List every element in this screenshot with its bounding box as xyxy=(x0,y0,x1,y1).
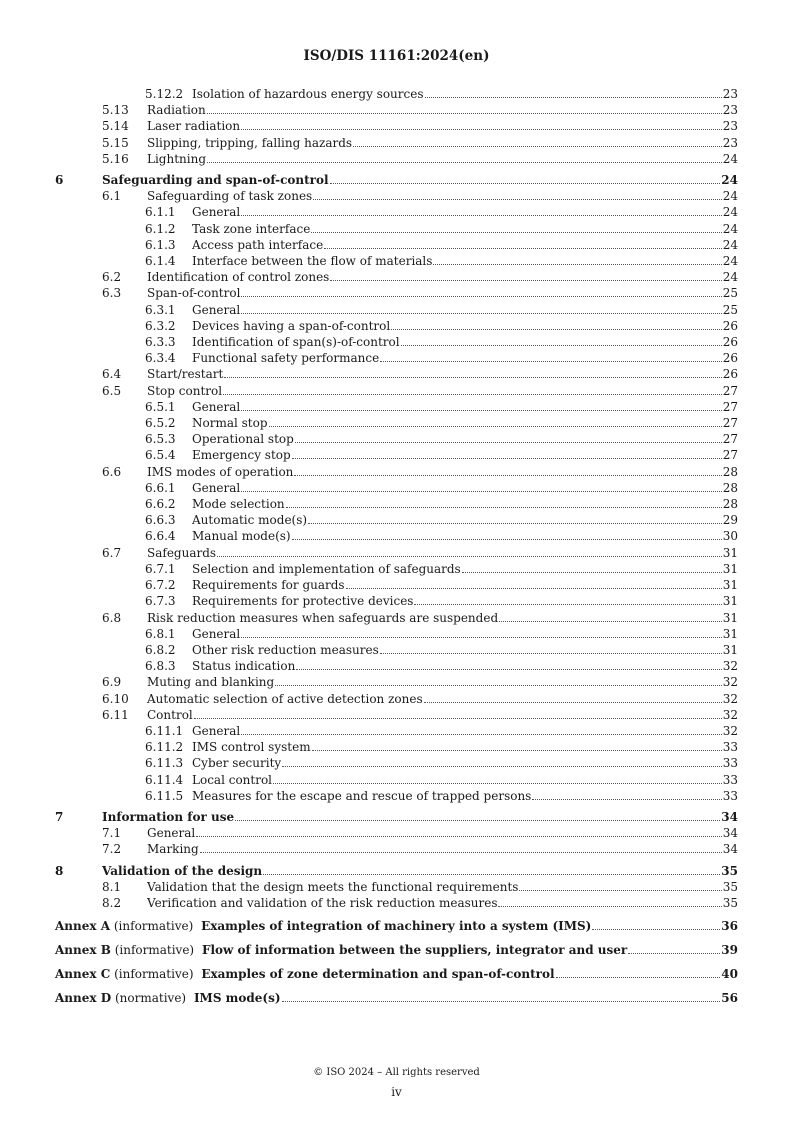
dot-leader xyxy=(241,637,721,638)
toc-entry-title: Start/restart xyxy=(147,367,224,382)
dot-leader xyxy=(380,653,722,654)
toc-entry-title: Identification of control zones xyxy=(147,270,330,285)
annex-type: (informative) xyxy=(114,967,194,982)
toc-entry-page: 35 xyxy=(722,895,738,910)
toc-entry-number: 6.4 xyxy=(102,367,122,382)
toc-entry-title: Requirements for protective devices xyxy=(192,594,414,609)
toc-entry-page: 24 xyxy=(722,151,738,166)
toc-entry[interactable] xyxy=(55,658,738,674)
dot-leader xyxy=(273,783,722,784)
toc-entry-page: 32 xyxy=(722,723,738,738)
dot-leader xyxy=(324,248,722,249)
toc-entry-page: 24 xyxy=(722,189,738,204)
toc-entry-page: 23 xyxy=(722,87,738,101)
toc-annex-entry[interactable] xyxy=(55,966,738,983)
toc-entry-number: 6.7.1 xyxy=(145,561,176,576)
dot-leader xyxy=(282,766,722,767)
toc-entry-number: 6.9 xyxy=(102,675,122,690)
toc-entry[interactable] xyxy=(55,480,738,496)
toc-entry[interactable] xyxy=(55,561,738,577)
toc-entry-page: 31 xyxy=(722,578,738,593)
toc-entry-number: 6.1 xyxy=(102,189,122,204)
toc-entry[interactable] xyxy=(55,102,738,118)
toc-entry-page: 24 xyxy=(721,173,738,188)
toc-entry-number: 6.5.1 xyxy=(145,399,176,414)
toc-entry-page: 31 xyxy=(722,561,738,576)
toc-entry-title: Automatic mode(s) xyxy=(192,513,308,528)
toc-entry[interactable] xyxy=(55,464,738,480)
toc-entry-number: 6.7.2 xyxy=(145,578,176,593)
toc-entry[interactable] xyxy=(55,253,738,269)
dot-leader xyxy=(224,377,721,378)
toc-entry-number: 6.6.1 xyxy=(145,480,176,495)
dot-leader xyxy=(241,734,721,735)
dot-leader xyxy=(498,906,721,907)
toc-entry-page: 32 xyxy=(722,659,738,674)
toc-entry-title: Emergency stop xyxy=(192,448,291,463)
toc-entry-page: 27 xyxy=(722,448,738,463)
toc-entry[interactable] xyxy=(55,691,738,707)
toc-entry[interactable] xyxy=(55,269,738,285)
dot-leader xyxy=(241,215,721,216)
toc-entry-page: 33 xyxy=(722,740,738,755)
toc-entry-number: 6.3.4 xyxy=(145,351,176,366)
dot-leader xyxy=(282,1001,721,1002)
toc-entry-number: 6.3 xyxy=(102,286,122,301)
toc-entry-title: Lightning xyxy=(147,151,207,166)
toc-entry-page: 30 xyxy=(722,529,738,544)
toc-entry-page: 32 xyxy=(722,691,738,706)
dot-leader xyxy=(207,162,722,163)
annex-page: 36 xyxy=(721,919,738,934)
toc-entry[interactable] xyxy=(55,135,738,151)
toc-entry-title: IMS modes of operation xyxy=(147,464,294,479)
toc-entry-number: 6.3.2 xyxy=(145,318,176,333)
dot-leader xyxy=(312,750,722,751)
dot-leader xyxy=(196,836,721,837)
dot-leader xyxy=(401,345,722,346)
toc-entry-title: Span-of-control xyxy=(147,286,241,301)
table-of-contents xyxy=(55,86,738,1007)
annex-title: IMS mode(s) xyxy=(193,991,281,1006)
toc-entry[interactable] xyxy=(55,674,738,690)
dot-leader xyxy=(424,702,722,703)
toc-entry-title: Radiation xyxy=(147,103,206,118)
toc-entry-number: 6.6 xyxy=(102,464,122,479)
toc-entry-title: Devices having a span-of-control xyxy=(192,318,391,333)
toc-entry-page: 33 xyxy=(722,756,738,771)
dot-leader xyxy=(330,183,721,184)
toc-entry-page: 32 xyxy=(722,675,738,690)
toc-entry-title: General xyxy=(192,626,241,641)
toc-entry[interactable] xyxy=(55,895,738,911)
toc-entry-number: 6.6.3 xyxy=(145,513,176,528)
annex-type: (informative) xyxy=(114,943,195,958)
annex-page: 56 xyxy=(721,991,738,1006)
toc-entry-page: 31 xyxy=(722,642,738,657)
dot-leader xyxy=(628,953,720,954)
toc-entry-title: Safeguards xyxy=(147,545,217,560)
toc-entry-number: 6.11.5 xyxy=(145,788,184,803)
toc-entry[interactable] xyxy=(55,593,738,609)
toc-entry-page: 24 xyxy=(722,270,738,285)
toc-entry[interactable] xyxy=(55,788,738,804)
dot-leader xyxy=(295,442,722,443)
toc-entry-number: 7 xyxy=(55,809,64,824)
dot-leader xyxy=(425,97,722,98)
toc-entry-number: 8.1 xyxy=(102,879,122,894)
toc-entry[interactable] xyxy=(55,188,738,204)
toc-entry-page: 35 xyxy=(721,863,738,878)
toc-entry[interactable] xyxy=(55,383,738,399)
toc-entry-page: 26 xyxy=(722,335,738,350)
toc-entry[interactable] xyxy=(55,151,738,167)
toc-entry-number: 6.1.1 xyxy=(145,205,176,220)
dot-leader xyxy=(263,874,720,875)
toc-entry-number: 5.13 xyxy=(102,103,129,118)
toc-entry[interactable] xyxy=(55,755,738,771)
toc-entry[interactable] xyxy=(55,237,738,253)
annex-label: Annex B xyxy=(55,943,111,958)
dot-leader xyxy=(462,572,722,573)
annex-page: 40 xyxy=(721,967,738,982)
annex-type: (informative) xyxy=(113,919,194,934)
toc-entry[interactable] xyxy=(55,772,738,788)
toc-entry-title: Normal stop xyxy=(192,416,268,431)
copyright-footer: © ISO 2024 – All rights reserved xyxy=(313,1067,480,1078)
toc-entry-title: Operational stop xyxy=(192,432,294,447)
toc-entry[interactable] xyxy=(55,447,738,463)
toc-entry-page: 34 xyxy=(722,842,738,857)
toc-entry[interactable] xyxy=(55,431,738,447)
toc-entry-title: Other risk reduction measures xyxy=(192,642,379,657)
toc-entry-page: 32 xyxy=(722,707,738,722)
toc-entry-title: Cyber security xyxy=(192,756,282,771)
toc-entry-title: Muting and blanking xyxy=(147,675,275,690)
toc-entry-page: 26 xyxy=(722,318,738,333)
toc-entry-title: Stop control xyxy=(147,383,223,398)
toc-entry[interactable] xyxy=(55,825,738,841)
dot-leader xyxy=(200,852,722,853)
toc-entry-number: 6.11.3 xyxy=(145,756,184,771)
toc-entry-title: Information for use xyxy=(102,809,235,824)
toc-entry-number: 5.15 xyxy=(102,135,129,150)
toc-entry-number: 6.6.4 xyxy=(145,529,176,544)
toc-entry-title: Validation that the design meets the functional requirements xyxy=(147,879,519,894)
annex-label: Annex C xyxy=(55,967,111,982)
dot-leader xyxy=(241,491,721,492)
dot-leader xyxy=(223,394,722,395)
toc-entry-number: 6.11.4 xyxy=(145,772,184,787)
toc-entry[interactable] xyxy=(55,610,738,626)
toc-entry[interactable] xyxy=(55,118,738,134)
annex-page: 39 xyxy=(721,943,738,958)
dot-leader xyxy=(433,264,721,265)
toc-entry-number: 7.1 xyxy=(102,826,122,841)
toc-entry-title: Manual mode(s) xyxy=(192,529,291,544)
toc-entry[interactable] xyxy=(55,642,738,658)
toc-entry-title: Task zone interface xyxy=(192,221,311,236)
toc-entry-page: 27 xyxy=(722,383,738,398)
toc-entry[interactable] xyxy=(55,350,738,366)
toc-entry-number: 6.1.4 xyxy=(145,254,176,269)
dot-leader xyxy=(269,426,722,427)
toc-entry-number: 6.10 xyxy=(102,691,129,706)
toc-entry-title: Mode selection xyxy=(192,497,285,512)
toc-entry-number: 6.7.3 xyxy=(145,594,176,609)
dot-leader xyxy=(275,685,722,686)
dot-leader xyxy=(241,296,721,297)
dot-leader xyxy=(235,820,720,821)
toc-entry-number: 6.5.4 xyxy=(145,448,176,463)
toc-entry[interactable] xyxy=(55,415,738,431)
dot-leader xyxy=(286,507,722,508)
toc-entry-page: 27 xyxy=(722,416,738,431)
toc-entry[interactable] xyxy=(55,577,738,593)
toc-annex-entry[interactable] xyxy=(55,942,738,959)
toc-entry-number: 5.12.2 xyxy=(145,87,184,101)
dot-leader xyxy=(330,280,721,281)
toc-entry[interactable] xyxy=(55,626,738,642)
annex-title: Flow of information between the suppliers, integrator and user xyxy=(201,943,628,958)
toc-entry-page: 24 xyxy=(722,221,738,236)
toc-entry-title: Validation of the design xyxy=(102,863,263,878)
dot-leader xyxy=(556,977,721,978)
toc-entry-page: 25 xyxy=(722,286,738,301)
dot-leader xyxy=(311,232,721,233)
toc-entry-page: 31 xyxy=(722,594,738,609)
dot-leader xyxy=(532,799,721,800)
toc-entry-title: General xyxy=(192,302,241,317)
dot-leader xyxy=(346,588,722,589)
dot-leader xyxy=(217,556,722,557)
toc-entry-number: 6.1.3 xyxy=(145,237,176,252)
toc-entry-number: 6.8.2 xyxy=(145,642,176,657)
dot-leader xyxy=(292,458,722,459)
toc-entry[interactable] xyxy=(55,318,738,334)
dot-leader xyxy=(294,475,721,476)
toc-entry-title: Automatic selection of active detection zones xyxy=(147,691,423,706)
dot-leader xyxy=(241,410,721,411)
toc-entry[interactable] xyxy=(55,512,738,528)
toc-entry-title: General xyxy=(192,205,241,220)
document-header: ISO/DIS 11161:2024(en) xyxy=(303,48,490,64)
toc-entry-page: 31 xyxy=(722,610,738,625)
toc-entry-title: Safeguarding of task zones xyxy=(147,189,313,204)
toc-entry-page: 35 xyxy=(722,879,738,894)
toc-entry-page: 24 xyxy=(722,254,738,269)
toc-entry-number: 8 xyxy=(55,863,64,878)
toc-entry-title: Local control xyxy=(192,772,273,787)
toc-entry[interactable] xyxy=(55,334,738,350)
toc-entry-title: Identification of span(s)-of-control xyxy=(192,335,400,350)
toc-entry-number: 6 xyxy=(55,173,64,188)
toc-entry[interactable] xyxy=(55,723,738,739)
toc-entry-title: Status indication xyxy=(192,659,296,674)
toc-entry-page: 27 xyxy=(722,432,738,447)
toc-entry-number: 6.3.1 xyxy=(145,302,176,317)
dot-leader xyxy=(414,604,721,605)
toc-entry-page: 34 xyxy=(721,809,738,824)
toc-entry[interactable] xyxy=(55,528,738,544)
toc-entry-page: 23 xyxy=(722,119,738,134)
toc-entry-number: 6.11.1 xyxy=(145,723,184,738)
toc-entry-title: Risk reduction measures when safeguards are suspended xyxy=(147,610,499,625)
toc-entry-page: 25 xyxy=(722,302,738,317)
toc-entry[interactable] xyxy=(55,302,738,318)
toc-entry-page: 33 xyxy=(722,788,738,803)
toc-entry-title: Slipping, tripping, falling hazards xyxy=(147,135,353,150)
toc-entry-number: 6.2 xyxy=(102,270,122,285)
toc-entry-number: 7.2 xyxy=(102,842,122,857)
toc-entry-number: 6.6.2 xyxy=(145,497,176,512)
toc-entry-page: 24 xyxy=(722,237,738,252)
toc-entry-number: 6.5.2 xyxy=(145,416,176,431)
toc-entry[interactable] xyxy=(55,841,738,857)
toc-entry-number: 6.8.1 xyxy=(145,626,176,641)
toc-entry-page: 28 xyxy=(722,497,738,512)
dot-leader xyxy=(353,146,722,147)
toc-entry-page: 27 xyxy=(722,399,738,414)
dot-leader xyxy=(308,523,722,524)
toc-entry[interactable] xyxy=(55,285,738,301)
toc-entry-title: General xyxy=(192,723,241,738)
toc-entry[interactable] xyxy=(55,496,738,512)
toc-entry[interactable] xyxy=(55,399,738,415)
toc-entry-title: General xyxy=(192,399,241,414)
toc-entry-title: Laser radiation xyxy=(147,119,241,134)
toc-entry[interactable] xyxy=(55,172,738,188)
toc-entry-number: 6.3.3 xyxy=(145,335,176,350)
toc-entry-number: 6.1.2 xyxy=(145,221,176,236)
toc-entry-number: 5.16 xyxy=(102,151,129,166)
toc-entry-number: 8.2 xyxy=(102,895,122,910)
toc-entry-page: 26 xyxy=(722,367,738,382)
toc-entry-page: 29 xyxy=(722,513,738,528)
toc-entry-page: 34 xyxy=(722,826,738,841)
page-number: iv xyxy=(391,1085,402,1099)
toc-entry-page: 23 xyxy=(722,103,738,118)
annex-title: Examples of zone determination and span-of-control xyxy=(201,967,555,982)
annex-label: Annex D xyxy=(55,991,112,1006)
toc-entry-page: 28 xyxy=(722,480,738,495)
toc-entry[interactable] xyxy=(55,545,738,561)
dot-leader xyxy=(391,329,722,330)
annex-type: (normative) xyxy=(114,991,187,1006)
toc-entry-title: Control xyxy=(147,707,193,722)
toc-entry[interactable] xyxy=(55,879,738,895)
dot-leader xyxy=(592,929,720,930)
dot-leader xyxy=(207,113,722,114)
toc-entry-number: 6.11 xyxy=(102,707,129,722)
toc-entry-page: 23 xyxy=(722,135,738,150)
toc-entry-title: Measures for the escape and rescue of trapped persons xyxy=(192,788,532,803)
toc-annex-entry[interactable] xyxy=(55,990,738,1007)
toc-entry-number: 5.14 xyxy=(102,119,129,134)
toc-entry-page: 31 xyxy=(722,626,738,641)
toc-entry-page: 24 xyxy=(722,205,738,220)
toc-entry[interactable] xyxy=(55,739,738,755)
toc-entry-title: General xyxy=(192,480,241,495)
toc-entry[interactable] xyxy=(55,809,738,825)
toc-entry-number: 6.11.2 xyxy=(145,740,184,755)
toc-entry[interactable] xyxy=(55,86,738,102)
toc-entry-title: General xyxy=(147,826,196,841)
toc-entry-title: Functional safety performance xyxy=(192,351,380,366)
toc-entry[interactable] xyxy=(55,221,738,237)
toc-entry-title: Isolation of hazardous energy sources xyxy=(192,87,424,101)
toc-entry-number: 6.8 xyxy=(102,610,122,625)
dot-leader xyxy=(241,313,721,314)
toc-entry-number: 6.5.3 xyxy=(145,432,176,447)
dot-leader xyxy=(380,361,722,362)
toc-entry-page: 28 xyxy=(722,464,738,479)
dot-leader xyxy=(499,621,722,622)
annex-title: Examples of integration of machinery into a system (IMS) xyxy=(201,919,592,934)
dot-leader xyxy=(194,718,722,719)
toc-entry-title: Marking xyxy=(147,842,199,857)
toc-entry-page: 33 xyxy=(722,772,738,787)
toc-entry[interactable] xyxy=(55,366,738,382)
toc-entry-number: 6.5 xyxy=(102,383,122,398)
toc-entry-title: Requirements for guards xyxy=(192,578,345,593)
toc-annex-entry[interactable] xyxy=(55,918,738,935)
dot-leader xyxy=(519,890,721,891)
toc-entry[interactable] xyxy=(55,863,738,879)
dot-leader xyxy=(241,129,722,130)
dot-leader xyxy=(313,199,722,200)
toc-entry-title: Safeguarding and span-of-control xyxy=(102,173,329,188)
toc-entry-title: IMS control system xyxy=(192,740,311,755)
toc-entry-title: Interface between the flow of materials xyxy=(192,254,433,269)
toc-entry[interactable] xyxy=(55,204,738,220)
dot-leader xyxy=(296,669,721,670)
toc-entry-title: Access path interface xyxy=(192,237,324,252)
toc-entry-number: 6.7 xyxy=(102,545,122,560)
toc-entry[interactable] xyxy=(55,707,738,723)
toc-entry-number: 6.8.3 xyxy=(145,659,176,674)
toc-entry-page: 31 xyxy=(722,545,738,560)
toc-entry-page: 26 xyxy=(722,351,738,366)
toc-entry-title: Selection and implementation of safeguards xyxy=(192,561,461,576)
toc-entry-title: Verification and validation of the risk reduction measures xyxy=(147,895,498,910)
annex-label: Annex A xyxy=(55,919,111,934)
dot-leader xyxy=(292,539,722,540)
